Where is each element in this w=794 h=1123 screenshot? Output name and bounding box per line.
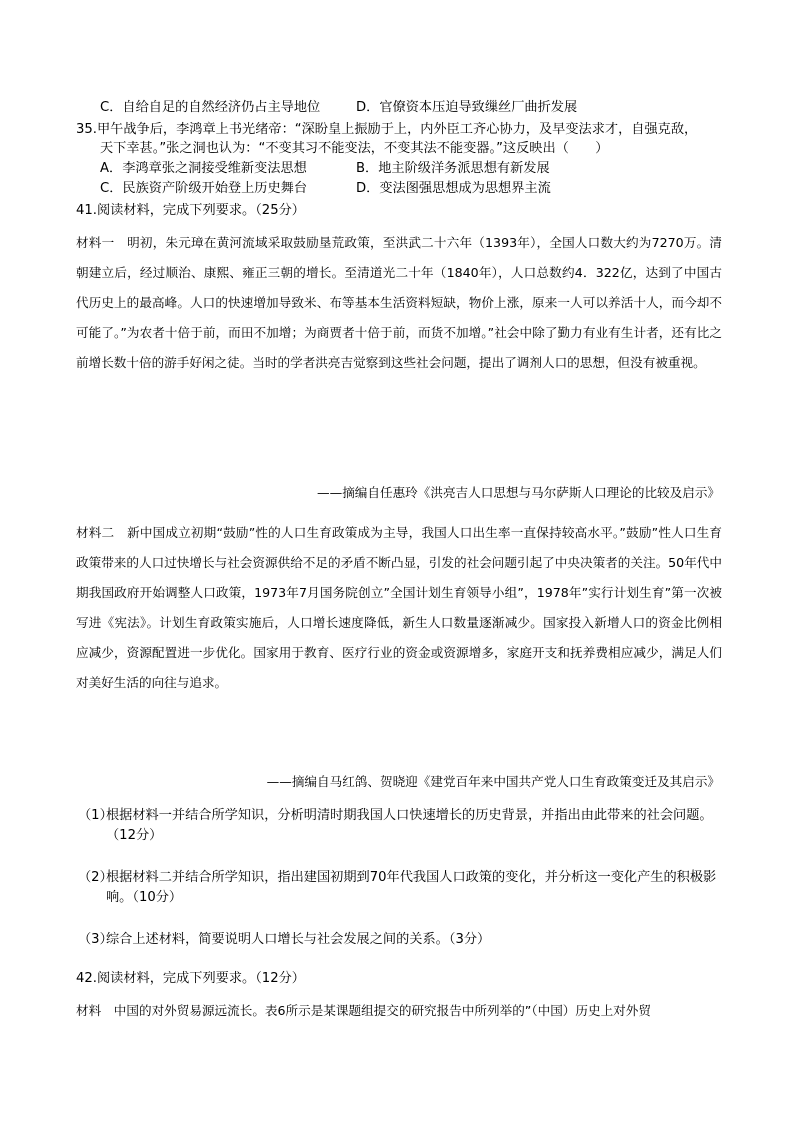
q35-options-cd xyxy=(100,180,551,198)
q35-stem-line1: 35.甲午战争后，李鸿章上书光绪帝：“深盼皇上振励于上，内外臣工齐心协力，及早变法求才，自强克敌， xyxy=(76,122,698,137)
q41-subquestion-1 xyxy=(78,806,728,846)
q41-source-2: ——摘编自马红鸽、贺晓迎《建党百年来中国共产党人口生育政策变迁及其启示》 xyxy=(266,774,720,789)
q35-stem-line2: 天下幸甚。”张之洞也认为：“不变其习不能变法，不变其法不能变器。”这反映出（ ） xyxy=(100,141,609,156)
q41-subquestion-1-text: 根据材料一并结合所学知识，分析明清时期我国人口快速增长的历史背景，并指出由此带来的社会问题。（12分） xyxy=(106,808,713,843)
q41-material-1: 材料一 明初，朱元璋在黄河流域采取鼓励垦荒政策，至洪武二十六年（1393年），全国人口数大约为7270万。清朝建立后，经过顺治、康熙、雍正三朝的增长。至清道光二十年（1840年），人口总数约4．322亿，达到了中国古代历史上的最高峰。人口的快速增加导致米、布等基本生活资料短缺，物价上涨，原来一人可以养活十人，而今却不可能了。”为农者十倍于前，而田不加增；为商贾者十倍于前，而货不加增。”社会中除了勤力有业有生计者，还有比之前增长数十倍的游手好闲之徒。当时的学者洪亮吉觉察到这些社会问题，提出了调剂人口的思想，但没有被重视。 xyxy=(76,235,722,370)
q41-subquestion-3-text: 综合上述材料，简要说明人口增长与社会发展之间的关系。（3分） xyxy=(106,932,491,947)
q42-heading: 42.阅读材料，完成下列要求。（12分） xyxy=(76,971,305,986)
q41-subquestion-2-number: （2） xyxy=(78,870,113,885)
q35-options-ab xyxy=(100,160,550,178)
q41-subquestion-2 xyxy=(78,868,728,908)
q34-option-c: C．自给自足的自然经济仍占主导地位 xyxy=(100,100,321,115)
q34-option-d: D．官僚资本压迫导致缫丝厂曲折发展 xyxy=(356,100,578,115)
q34-options-cd xyxy=(100,99,577,117)
q41-subquestion-3-number: （3） xyxy=(78,932,113,947)
q41-source-1: ——摘编自任惠玲《洪亮吉人口思想与马尔萨斯人口理论的比较及启示》 xyxy=(317,485,720,500)
q41-subquestion-3 xyxy=(78,930,728,950)
q42-material: 材料 中国的对外贸易源远流长。表6所示是某课题组提交的研究报告中所列举的”（中国）历史上对外贸 xyxy=(76,1003,651,1018)
q35-option-a: A．李鸿章张之洞接受维新变法思想 xyxy=(100,161,307,176)
q35-option-d: D．变法图强思想成为思想界主流 xyxy=(356,181,551,196)
q41-subquestion-2-text: 根据材料二并结合所学知识，指出建国初期到70年代我国人口政策的变化，并分析这一变化产生的积极影响。（10分） xyxy=(106,870,717,905)
q35-option-c: C．民族资产阶级开始登上历史舞台 xyxy=(100,181,308,196)
q41-material-2: 材料二 新中国成立初期“鼓励”性的人口生育政策成为主导，我国人口出生率一直保持较高水平。”鼓励”性人口生育政策带来的人口过快增长与社会资源供给不足的矛盾不断凸显，引发的社会问题引起了中央决策者的关注。50年代中期我国政府开始调整人口政策，1973年7月国务院创立”全国计划生育领导小组”，1978年”实行计划生育”第一次被写进《宪法》。计划生育政策实施后，人口增长速度降低，新生人口数量逐渐减少。国家投入新增人口的资金比例相应减少，资源配置进一步优化。国家用于教育、医疗行业的资金或资源增多，家庭开支和抚养费相应减少，满足人们对美好生活的向往与追求。 xyxy=(76,525,722,690)
q41-heading: 41.阅读材料，完成下列要求。（25分） xyxy=(76,203,305,218)
q35-option-b: B．地主阶级洋务派思想有新发展 xyxy=(356,161,550,176)
q41-subquestion-1-number: （1） xyxy=(78,808,113,823)
